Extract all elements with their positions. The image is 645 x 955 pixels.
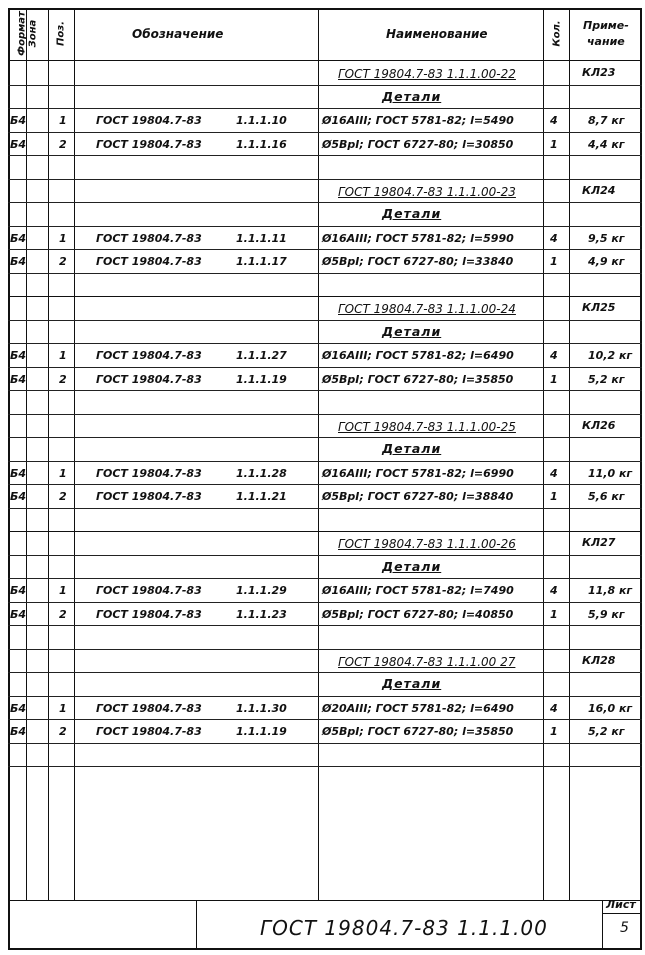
row-line <box>8 273 642 274</box>
row-format: Б4 <box>10 231 27 245</box>
row-quantity: 4 <box>550 114 558 127</box>
group-title: ГОСТ 19804.7-83 1.1.1.00-22 <box>338 67 516 81</box>
section-heading: Детали <box>382 323 442 339</box>
row-format: Б4 <box>10 490 27 503</box>
group-title: ГОСТ 19804.7-83 1.1.1.00-25 <box>338 419 516 434</box>
row-note: 11,0 кг <box>588 466 633 480</box>
row-name: Ø16АIII; ГОСТ 5781-82; l=7490 <box>322 584 514 597</box>
row-quantity: 4 <box>550 231 558 245</box>
row-position: 1 <box>59 466 67 480</box>
row-line <box>8 390 642 391</box>
row-line <box>8 484 642 485</box>
row-line <box>8 202 642 203</box>
row-name: Ø5ВрI; ГОСТ 6727-80; l=33840 <box>322 255 514 268</box>
row-line <box>8 320 642 321</box>
row-note: 5,6 кг <box>588 490 625 503</box>
row-line <box>8 696 642 697</box>
row-document: ГОСТ 19804.7-83 <box>96 372 202 386</box>
section-heading: Детали <box>382 558 442 574</box>
row-quantity: 1 <box>550 607 558 621</box>
row-code: 1.1.1.10 <box>236 114 287 127</box>
footer-divider-left <box>196 900 197 950</box>
row-position: 1 <box>59 349 67 362</box>
row-line <box>8 437 642 438</box>
row-name: Ø5ВрI; ГОСТ 6727-80; l=30850 <box>322 137 514 151</box>
row-document: ГОСТ 19804.7-83 <box>96 607 202 621</box>
row-code: 1.1.1.19 <box>236 725 287 738</box>
row-position: 1 <box>59 701 67 715</box>
row-note: 4,9 кг <box>588 255 625 268</box>
row-code: 1.1.1.11 <box>236 231 287 245</box>
row-position: 2 <box>59 490 67 503</box>
row-code: 1.1.1.29 <box>236 584 287 597</box>
row-position: 2 <box>59 725 67 738</box>
row-name: Ø16АIII; ГОСТ 5781-82; l=5990 <box>322 231 514 245</box>
row-code: 1.1.1.21 <box>236 490 287 503</box>
row-format: Б4 <box>10 466 27 480</box>
row-quantity: 1 <box>550 255 558 268</box>
row-format: Б4 <box>10 584 27 597</box>
row-position: 1 <box>59 114 67 127</box>
row-note: 5,9 кг <box>588 607 625 621</box>
row-line <box>8 531 642 532</box>
row-format: Б4 <box>10 349 27 362</box>
row-line <box>8 743 642 744</box>
row-name: Ø5ВрI; ГОСТ 6727-80; l=35850 <box>322 372 514 386</box>
row-document: ГОСТ 19804.7-83 <box>96 137 202 151</box>
row-code: 1.1.1.19 <box>236 372 287 386</box>
row-note: 9,5 кг <box>588 231 625 245</box>
row-note: 5,2 кг <box>588 725 625 738</box>
row-line <box>8 367 642 368</box>
row-quantity: 1 <box>550 490 558 503</box>
row-line <box>8 555 642 556</box>
row-quantity: 1 <box>550 137 558 151</box>
row-quantity: 4 <box>550 349 558 362</box>
group-mark: КЛ28 <box>582 653 616 667</box>
row-quantity: 4 <box>550 466 558 480</box>
footer-sheet-line <box>602 913 642 914</box>
row-line <box>8 155 642 156</box>
row-line <box>8 108 642 109</box>
row-name: Ø5ВрI; ГОСТ 6727-80; l=40850 <box>322 607 514 621</box>
row-line <box>8 461 642 462</box>
section-heading: Детали <box>382 88 442 104</box>
row-line <box>8 719 642 720</box>
row-quantity: 1 <box>550 725 558 738</box>
section-heading: Детали <box>382 676 442 691</box>
row-position: 2 <box>59 137 67 151</box>
row-note: 5,2 кг <box>588 372 625 386</box>
row-line <box>8 343 642 344</box>
row-format: Б4 <box>10 607 27 621</box>
row-document: ГОСТ 19804.7-83 <box>96 701 202 715</box>
footer-sheet-label: Лист <box>606 898 636 911</box>
row-code: 1.1.1.23 <box>236 607 287 621</box>
header-note-line2: чание <box>587 35 625 48</box>
row-format: Б4 <box>10 725 27 738</box>
header-note-line1: Приме- <box>583 19 629 32</box>
row-format: Б4 <box>10 255 27 268</box>
row-code: 1.1.1.17 <box>236 255 287 268</box>
row-name: Ø20АIII; ГОСТ 5781-82; l=6490 <box>322 701 514 715</box>
row-line <box>8 296 642 297</box>
row-code: 1.1.1.28 <box>236 466 287 480</box>
row-line <box>8 226 642 227</box>
row-format: Б4 <box>10 137 27 151</box>
header-qty: Кол. <box>551 20 563 47</box>
group-mark: КЛ27 <box>582 536 616 549</box>
row-code: 1.1.1.27 <box>236 349 287 362</box>
row-document: ГОСТ 19804.7-83 <box>96 255 202 268</box>
row-format: Б4 <box>10 114 27 127</box>
row-document: ГОСТ 19804.7-83 <box>96 231 202 245</box>
row-name: Ø5ВрI; ГОСТ 6727-80; l=38840 <box>322 490 514 503</box>
row-name: Ø16АIII; ГОСТ 5781-82; l=6490 <box>322 349 514 362</box>
section-heading: Детали <box>382 441 442 456</box>
row-line <box>8 578 642 579</box>
row-line <box>8 508 642 509</box>
group-title: ГОСТ 19804.7-83 1.1.1.00-26 <box>338 537 516 551</box>
row-name: Ø5ВрI; ГОСТ 6727-80; l=35850 <box>322 725 514 738</box>
row-document: ГОСТ 19804.7-83 <box>96 349 202 362</box>
header-name: Наименование <box>386 27 488 41</box>
row-line <box>8 249 642 250</box>
row-format: Б4 <box>10 372 27 386</box>
row-line <box>8 649 642 650</box>
group-mark: КЛ23 <box>582 66 616 79</box>
group-title: ГОСТ 19804.7-83 1.1.1.00 27 <box>338 654 516 669</box>
row-note: 11,8 кг <box>588 584 633 597</box>
row-position: 2 <box>59 255 67 268</box>
group-mark: КЛ26 <box>582 418 616 432</box>
row-line <box>8 132 642 133</box>
group-mark: КЛ25 <box>582 301 616 314</box>
row-note: 10,2 кг <box>588 349 633 362</box>
row-note: 8,7 кг <box>588 114 625 127</box>
row-quantity: 4 <box>550 701 558 715</box>
row-quantity: 4 <box>550 584 558 597</box>
header-pos: Поз. <box>55 21 67 46</box>
header-bottom-line <box>8 60 642 61</box>
row-line <box>8 625 642 626</box>
row-note: 4,4 кг <box>588 137 625 151</box>
row-line <box>8 179 642 180</box>
footer-document-code: ГОСТ 19804.7-83 1.1.1.00 <box>260 916 548 940</box>
row-name: Ø16АIII; ГОСТ 5781-82; l=6990 <box>322 466 514 480</box>
group-title: ГОСТ 19804.7-83 1.1.1.00-23 <box>338 184 516 199</box>
footer-top-line <box>8 900 642 901</box>
row-document: ГОСТ 19804.7-83 <box>96 584 202 597</box>
row-name: Ø16АIII; ГОСТ 5781-82; l=5490 <box>322 114 514 127</box>
row-line <box>8 766 642 767</box>
row-document: ГОСТ 19804.7-83 <box>96 725 202 738</box>
row-document: ГОСТ 19804.7-83 <box>96 466 202 480</box>
row-line <box>8 602 642 603</box>
row-line <box>8 85 642 86</box>
footer-divider-right <box>602 900 603 950</box>
row-position: 1 <box>59 231 67 245</box>
row-document: ГОСТ 19804.7-83 <box>96 114 202 127</box>
row-note: 16,0 кг <box>588 701 633 715</box>
header-format: Формат <box>16 11 28 56</box>
row-quantity: 1 <box>550 372 558 386</box>
row-code: 1.1.1.16 <box>236 137 287 151</box>
row-position: 1 <box>59 584 67 597</box>
group-mark: КЛ24 <box>582 183 616 197</box>
group-title: ГОСТ 19804.7-83 1.1.1.00-24 <box>338 302 516 316</box>
row-position: 2 <box>59 607 67 621</box>
row-line <box>8 672 642 673</box>
header-zone: Зона <box>27 19 39 48</box>
footer-sheet-number: 5 <box>620 920 629 936</box>
header-designation: Обозначение <box>132 27 224 41</box>
row-format: Б4 <box>10 701 27 715</box>
section-heading: Детали <box>382 206 442 221</box>
row-line <box>8 414 642 415</box>
row-document: ГОСТ 19804.7-83 <box>96 490 202 503</box>
row-code: 1.1.1.30 <box>236 701 287 715</box>
row-position: 2 <box>59 372 67 386</box>
